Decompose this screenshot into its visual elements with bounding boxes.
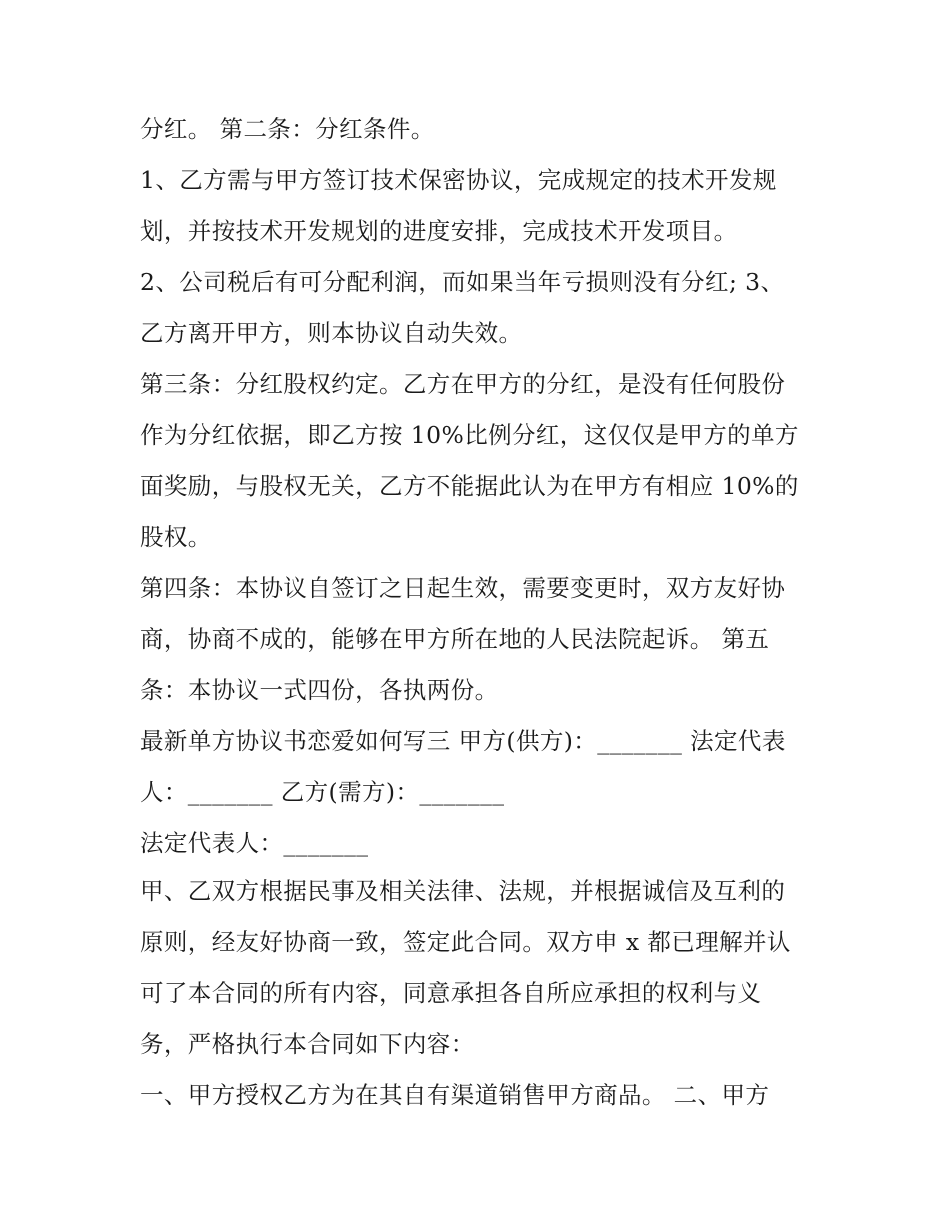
text-line: 分红。 第二条：分红条件。 <box>140 115 435 143</box>
text-line: 务，严格执行本合同如下内容： <box>140 1030 475 1058</box>
text-line: 原则，经友好协商一致，签定此合同。双方申 x 都已理解并认 <box>140 928 791 956</box>
text-line: 人：_______ 乙方(需方)：_______ <box>140 778 505 806</box>
text-line: 乙方离开甲方，则本协议自动失效。 <box>140 319 523 347</box>
text-line: 第四条：本协议自签订之日起生效，需要变更时，双方友好协 <box>140 574 786 602</box>
text-line: 作为分红依据，即乙方按 10%比例分红，这仅仅是甲方的单方 <box>140 421 799 449</box>
text-line: 股权。 <box>140 523 212 551</box>
text-line: 商，协商不成的，能够在甲方所在地的人民法院起诉。 第五 <box>140 625 770 653</box>
text-line: 2、公司税后有可分配利润，而如果当年亏损则没有分红; 3、 <box>140 268 785 296</box>
text-line: 面奖励，与股权无关，乙方不能据此认为在甲方有相应 10%的 <box>140 472 799 500</box>
text-line: 划，并按技术开发规划的进度安排，完成技术开发项目。 <box>140 217 738 245</box>
text-line: 甲、乙双方根据民事及相关法律、法规，并根据诚信及互利的 <box>140 877 786 905</box>
text-line: 法定代表人：_______ <box>140 829 369 857</box>
text-line: 可了本合同的所有内容，同意承担各自所应承担的权利与义 <box>140 979 762 1007</box>
text-line: 第三条：分红股权约定。乙方在甲方的分红，是没有任何股份 <box>140 370 786 398</box>
text-line: 条：本协议一式四份，各执两份。 <box>140 676 499 704</box>
text-line: 一、甲方授权乙方为在其自有渠道销售甲方商品。 二、甲方 <box>140 1081 770 1109</box>
text-line: 1、乙方需与甲方签订技术保密协议，完成规定的技术开发规 <box>140 166 777 194</box>
text-line: 最新单方协议书恋爱如何写三 甲方(供方)：_______ 法定代表 <box>140 727 786 755</box>
